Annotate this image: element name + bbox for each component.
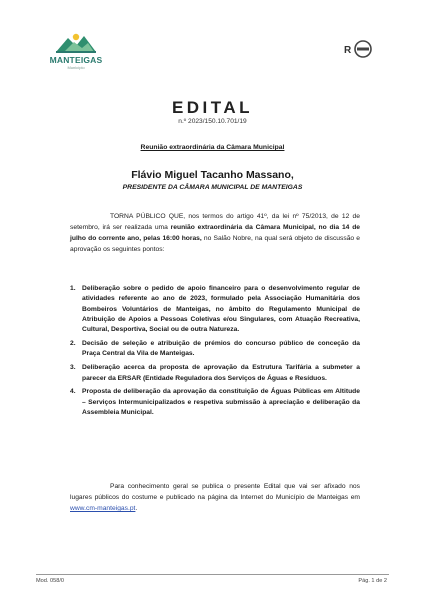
agenda-item [70, 339, 360, 360]
page-number: Pág. 1 de 2 [358, 578, 387, 584]
closing-end: . [135, 505, 138, 512]
agenda-item-number: 3. [70, 364, 76, 372]
agenda-item-text: Proposta de deliberação da aprovação da constituição de Águas Públicas em Altitude – Serviços Intermunicipalizados e respetiva submissão à apreciação e deliberação da Assembleia Municipal. [82, 388, 360, 417]
agenda-item [70, 387, 360, 418]
mountains-icon [54, 30, 98, 54]
agenda-item-number: 4. [70, 388, 76, 396]
agenda-item-text: Deliberação sobre o pedido de apoio financeiro para o desenvolvimento regular de atividades referente ao ano de 2023, formulado pela Associação Humanitária dos Bombeiros Voluntários de Manteigas, no âmbito do Regulamento Municipal de Atribuição de Apoios a Pessoas Coletivas e/ou Singulares, com Atuação Recreativa, Cultural, Desportiva, Social ou de outra Natureza. [82, 285, 360, 334]
signatory-name: Flávio Miguel Tacanho Massano, [131, 169, 294, 181]
certification-seal [343, 38, 373, 60]
document-subject: Reunião extraordinária da Câmara Municipal [140, 144, 285, 151]
footer-divider [36, 574, 389, 575]
document-reference: n.º 2023/150.10.701/19 [178, 118, 247, 125]
intro-paragraph [70, 211, 360, 255]
closing-paragraph [70, 481, 360, 514]
certification-icon [343, 38, 373, 60]
intro-text-bold: reunião extraordinária da Câmara Municipal, no dia 14 de julho do corrente ano, pelas 16:00 horas, [70, 224, 360, 242]
form-code: Mod. 058/0 [36, 578, 64, 584]
logo-name: MANTEIGAS [49, 55, 103, 65]
logo-sub: Município [67, 65, 85, 70]
signatory-role: PRESIDENTE DA CÂMARA MUNICIPAL DE MANTEIGAS [122, 184, 303, 191]
agenda-list [70, 284, 360, 422]
closing-text: Para conhecimento geral se publica o presente Edital que vai ser afixado nos lugares públicos do costume e publicado na página da Internet do Município de Manteigas em [70, 483, 360, 501]
intro-text-2: no Salão Nobre, na qual será objeto de discussão e aprovação os seguintes pontos: [70, 235, 360, 253]
svg-text:R: R [344, 45, 352, 56]
website-link[interactable]: www.cm-manteigas.pt [70, 505, 136, 512]
agenda-item [70, 363, 360, 384]
agenda-item-number: 2. [70, 340, 76, 348]
document-title: EDITAL [171, 98, 254, 117]
intro-text-1: TORNA PÚBLICO QUE, nos termos do artigo 41º, da lei nº 75/2013, de 12 de setembro, irá ser realizada uma [70, 213, 360, 231]
agenda-item-text: Decisão de seleção e atribuição de prémios do concurso público de conceção da Praça Central da Vila de Manteigas. [82, 340, 360, 358]
agenda-item-number: 1. [70, 285, 76, 292]
agenda-item-text: Deliberação acerca da proposta de aprovação da Estrutura Tarifária a submeter a parecer da ERSAR (Entidade Reguladora dos Serviços de Águas e Resíduos. [82, 364, 360, 382]
agenda-item [70, 284, 360, 335]
municipality-logo [48, 30, 104, 80]
